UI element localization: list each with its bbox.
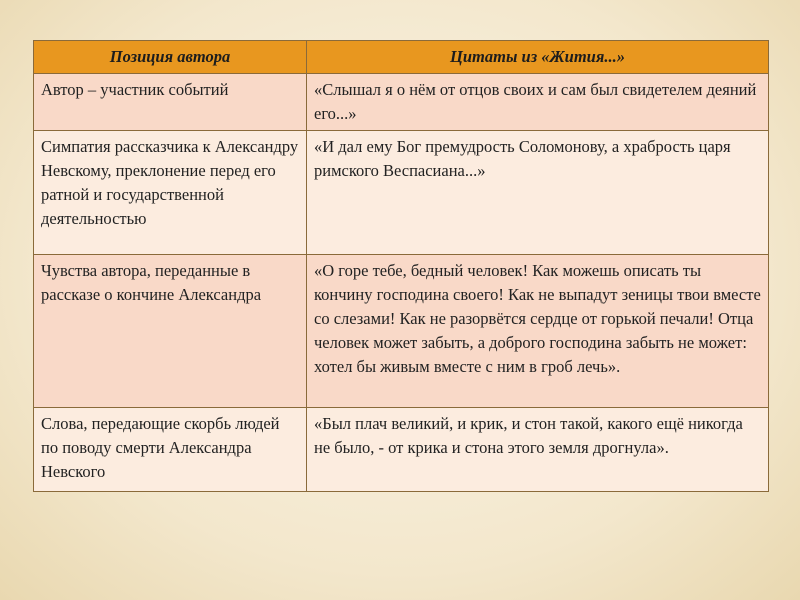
author-position-cell: Слова, передающие скорбь людей по поводу смерти Александра Невского <box>34 408 307 492</box>
table-row <box>34 74 769 131</box>
table-row <box>34 408 769 492</box>
quote-cell: «О горе тебе, бедный человек! Как можешь описать ты кончину господина своего! Как не выпадут зеницы твои вместе со слезами! Как не разорвётся сердце от горькой печали! Отца человек может забыть, а доброго господина забыть не может: хотел бы живым вместе с ним в гроб лечь». <box>307 255 769 408</box>
table-row <box>34 255 769 408</box>
table-header-row <box>34 41 769 74</box>
quote-cell: «Был плач великий, и крик, и стон такой, какого ещё никогда не было, - от крика и стона этого земля дрогнула». <box>307 408 769 492</box>
quote-cell: «И дал ему Бог премудрость Соломонову, а храбрость царя римского Веспасиана...» <box>307 131 769 255</box>
header-author-position: Позиция автора <box>34 41 307 74</box>
author-position-cell: Автор – участник событий <box>34 74 307 131</box>
quotes-table <box>33 40 769 492</box>
table-row <box>34 131 769 255</box>
author-position-cell: Симпатия рассказчика к Александру Невскому, преклонение перед его ратной и государственной деятельностью <box>34 131 307 255</box>
author-position-cell: Чувства автора, переданные в рассказе о кончине Александра <box>34 255 307 408</box>
header-quotes: Цитаты из «Жития...» <box>307 41 769 74</box>
quote-cell: «Слышал я о нём от отцов своих и сам был свидетелем деяний его...» <box>307 74 769 131</box>
